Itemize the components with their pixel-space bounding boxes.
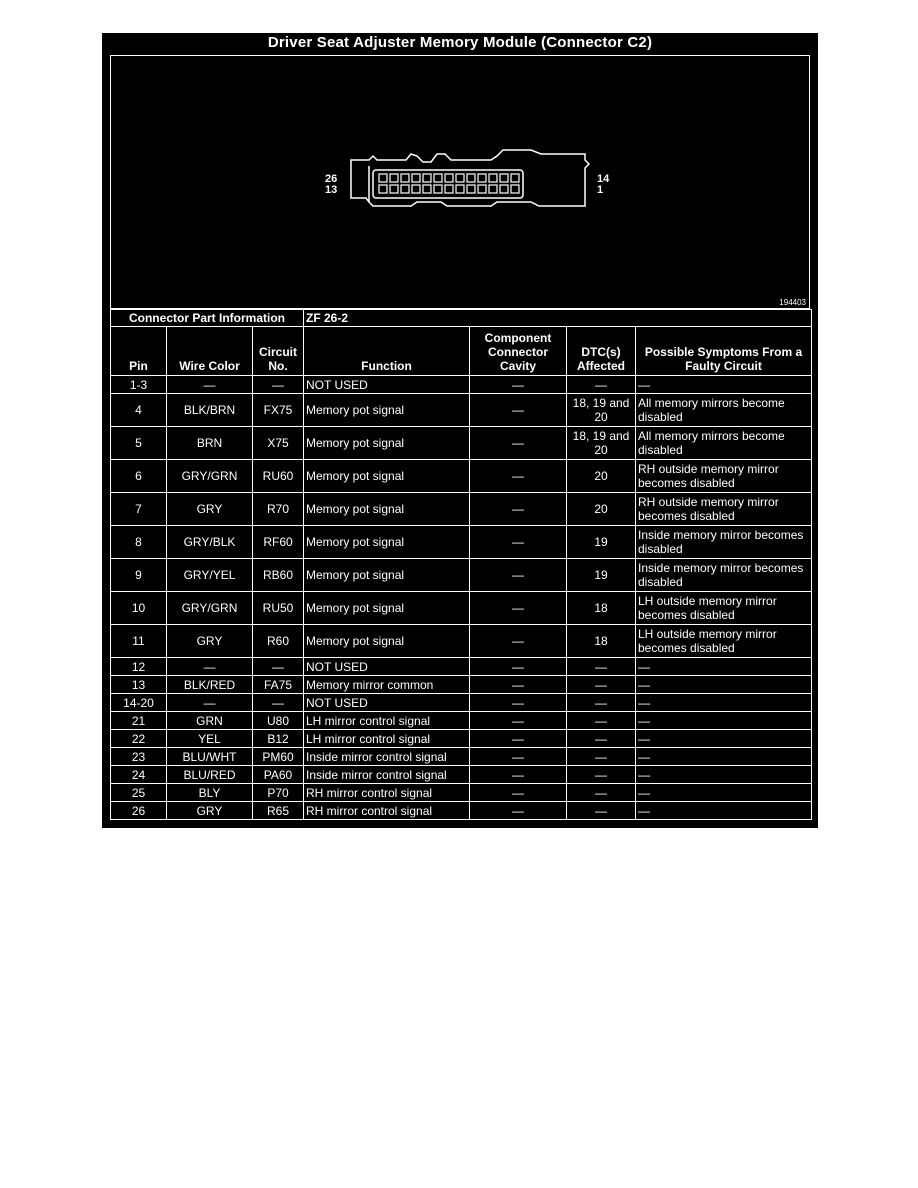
circuit-cell: — <box>253 376 304 394</box>
connector-pinout-table <box>110 309 812 820</box>
dtc-cell: — <box>567 676 636 694</box>
pin-label-26: 26 <box>325 173 338 185</box>
wire-color-cell: GRY <box>167 625 253 658</box>
wire-color-cell: GRY/GRN <box>167 460 253 493</box>
cavity-cell: — <box>470 376 567 394</box>
dtc-cell: 19 <box>567 559 636 592</box>
cavity-cell: — <box>470 748 567 766</box>
connector-face-illustration <box>111 56 809 308</box>
pin-cavity <box>445 185 453 193</box>
pin-cell: 22 <box>111 730 167 748</box>
dtc-cell: — <box>567 802 636 820</box>
circuit-cell: P70 <box>253 784 304 802</box>
table-row <box>111 376 812 394</box>
symptom-cell: LH outside memory mirror becomes disabled <box>636 592 812 625</box>
symptom-cell: — <box>636 376 812 394</box>
cavity-cell: — <box>470 802 567 820</box>
wire-color-cell: BLU/RED <box>167 766 253 784</box>
pin-cavity <box>456 185 464 193</box>
table-row <box>111 394 812 427</box>
wire-color-cell: BRN <box>167 427 253 460</box>
pin-cavity <box>489 185 497 193</box>
function-cell: Memory mirror common <box>304 676 470 694</box>
cavity-cell: — <box>470 526 567 559</box>
pinout-rows <box>111 376 812 820</box>
pin-cavity <box>423 185 431 193</box>
symptom-cell: — <box>636 766 812 784</box>
header-function: Function <box>304 327 470 376</box>
function-cell: Memory pot signal <box>304 427 470 460</box>
pin-cavity <box>423 174 431 182</box>
pin-cell: 9 <box>111 559 167 592</box>
cavity-cell: — <box>470 712 567 730</box>
wire-color-cell: YEL <box>167 730 253 748</box>
wire-color-cell: GRY/GRN <box>167 592 253 625</box>
pin-label-13: 13 <box>325 184 338 196</box>
symptom-cell: — <box>636 730 812 748</box>
cavity-cell: — <box>470 676 567 694</box>
function-cell: Inside mirror control signal <box>304 748 470 766</box>
function-cell: RH mirror control signal <box>304 784 470 802</box>
function-cell: Memory pot signal <box>304 493 470 526</box>
pin-cavity <box>434 174 442 182</box>
symptom-cell: Inside memory mirror becomes disabled <box>636 526 812 559</box>
pin-cavity <box>511 174 519 182</box>
function-cell: Memory pot signal <box>304 394 470 427</box>
cavity-cell: — <box>470 766 567 784</box>
pin-cell: 12 <box>111 658 167 676</box>
wire-color-cell: GRY/YEL <box>167 559 253 592</box>
table-row <box>111 625 812 658</box>
pin-cavity <box>390 174 398 182</box>
pin-cell: 25 <box>111 784 167 802</box>
dtc-cell: — <box>567 712 636 730</box>
dtc-cell: — <box>567 748 636 766</box>
circuit-cell: — <box>253 658 304 676</box>
circuit-cell: X75 <box>253 427 304 460</box>
pin-cavity <box>445 174 453 182</box>
cavity-cell: — <box>470 592 567 625</box>
cavity-cell: — <box>470 658 567 676</box>
function-cell: LH mirror control signal <box>304 712 470 730</box>
dtc-cell: 19 <box>567 526 636 559</box>
symptom-cell: All memory mirrors become disabled <box>636 427 812 460</box>
symptom-cell: — <box>636 802 812 820</box>
symptom-cell: — <box>636 658 812 676</box>
pin-cell: 21 <box>111 712 167 730</box>
pin-cell: 5 <box>111 427 167 460</box>
part-info-label: Connector Part Information <box>111 310 304 327</box>
pin-cavity <box>467 174 475 182</box>
cavity-cell: — <box>470 730 567 748</box>
dtc-cell: — <box>567 730 636 748</box>
circuit-cell: RF60 <box>253 526 304 559</box>
part-info-row <box>111 310 812 327</box>
dtc-cell: 20 <box>567 460 636 493</box>
symptom-cell: All memory mirrors become disabled <box>636 394 812 427</box>
pin-cavity <box>478 174 486 182</box>
function-cell: Memory pot signal <box>304 526 470 559</box>
dtc-cell: 18, 19 and 20 <box>567 427 636 460</box>
cavity-cell: — <box>470 625 567 658</box>
pin-cell: 13 <box>111 676 167 694</box>
pin-cell: 7 <box>111 493 167 526</box>
symptom-cell: RH outside memory mirror becomes disabled <box>636 460 812 493</box>
function-cell: Inside mirror control signal <box>304 766 470 784</box>
pin-cavity <box>500 185 508 193</box>
table-row <box>111 766 812 784</box>
table-row <box>111 712 812 730</box>
pin-cell: 11 <box>111 625 167 658</box>
cavity-cell: — <box>470 394 567 427</box>
circuit-cell: RB60 <box>253 559 304 592</box>
table-row <box>111 592 812 625</box>
wire-color-cell: GRY <box>167 493 253 526</box>
pin-cavity <box>467 185 475 193</box>
table-row <box>111 658 812 676</box>
table-row <box>111 460 812 493</box>
pin-cell: 24 <box>111 766 167 784</box>
dtc-cell: — <box>567 694 636 712</box>
circuit-cell: R70 <box>253 493 304 526</box>
table-row <box>111 427 812 460</box>
pin-label-14: 14 <box>597 173 610 185</box>
cavity-cell: — <box>470 694 567 712</box>
circuit-cell: FX75 <box>253 394 304 427</box>
cavity-cell: — <box>470 493 567 526</box>
dtc-cell: 18, 19 and 20 <box>567 394 636 427</box>
symptom-cell: RH outside memory mirror becomes disabled <box>636 493 812 526</box>
wire-color-cell: BLK/RED <box>167 676 253 694</box>
table-header-row <box>111 327 812 376</box>
table-row <box>111 526 812 559</box>
circuit-cell: U80 <box>253 712 304 730</box>
function-cell: RH mirror control signal <box>304 802 470 820</box>
pin-cavity <box>390 185 398 193</box>
pin-cavity <box>478 185 486 193</box>
table-row <box>111 730 812 748</box>
symptom-cell: — <box>636 784 812 802</box>
cavity-cell: — <box>470 427 567 460</box>
function-cell: Memory pot signal <box>304 625 470 658</box>
circuit-cell: RU60 <box>253 460 304 493</box>
pin-cell: 4 <box>111 394 167 427</box>
dtc-cell: — <box>567 376 636 394</box>
table-row <box>111 748 812 766</box>
table-row <box>111 784 812 802</box>
connector-sheet <box>102 33 818 828</box>
dtc-cell: — <box>567 658 636 676</box>
figure-reference-number: 194403 <box>779 298 806 307</box>
dtc-cell: 18 <box>567 625 636 658</box>
pin-cavity <box>412 174 420 182</box>
function-cell: NOT USED <box>304 694 470 712</box>
wire-color-cell: BLK/BRN <box>167 394 253 427</box>
pin-cell: 10 <box>111 592 167 625</box>
part-info-value: ZF 26-2 <box>304 310 812 327</box>
table-row <box>111 559 812 592</box>
pin-cavity <box>500 174 508 182</box>
cavity-cell: — <box>470 559 567 592</box>
pin-cavity <box>379 174 387 182</box>
table-row <box>111 694 812 712</box>
pin-cavity <box>489 174 497 182</box>
wire-color-cell: GRY <box>167 802 253 820</box>
symptom-cell: Inside memory mirror becomes disabled <box>636 559 812 592</box>
pin-cell: 1-3 <box>111 376 167 394</box>
symptom-cell: — <box>636 676 812 694</box>
header-pin: Pin <box>111 327 167 376</box>
header-symptoms: Possible Symptoms From a Faulty Circuit <box>636 327 812 376</box>
function-cell: Memory pot signal <box>304 592 470 625</box>
cavity-cell: — <box>470 460 567 493</box>
symptom-cell: LH outside memory mirror becomes disabled <box>636 625 812 658</box>
wire-color-cell: GRN <box>167 712 253 730</box>
pin-label-1: 1 <box>597 184 604 196</box>
circuit-cell: PA60 <box>253 766 304 784</box>
table-row <box>111 802 812 820</box>
table-row <box>111 676 812 694</box>
header-circuit-no: Circuit No. <box>253 327 304 376</box>
pin-cavity <box>379 185 387 193</box>
circuit-cell: R65 <box>253 802 304 820</box>
pin-cell: 6 <box>111 460 167 493</box>
pin-cavity <box>412 185 420 193</box>
symptom-cell: — <box>636 748 812 766</box>
symptom-cell: — <box>636 712 812 730</box>
circuit-cell: FA75 <box>253 676 304 694</box>
dtc-cell: — <box>567 766 636 784</box>
function-cell: Memory pot signal <box>304 559 470 592</box>
cavity-cell: — <box>470 784 567 802</box>
circuit-cell: RU50 <box>253 592 304 625</box>
dtc-cell: — <box>567 784 636 802</box>
table-row <box>111 493 812 526</box>
wire-color-cell: BLU/WHT <box>167 748 253 766</box>
pin-cell: 26 <box>111 802 167 820</box>
wire-color-cell: — <box>167 658 253 676</box>
pin-cavity <box>511 185 519 193</box>
pin-cavity <box>401 185 409 193</box>
dtc-cell: 18 <box>567 592 636 625</box>
header-wire-color: Wire Color <box>167 327 253 376</box>
function-cell: Memory pot signal <box>304 460 470 493</box>
dtc-cell: 20 <box>567 493 636 526</box>
wire-color-cell: — <box>167 376 253 394</box>
pin-cavity <box>456 174 464 182</box>
circuit-cell: — <box>253 694 304 712</box>
page-title: Driver Seat Adjuster Memory Module (Connector C2) <box>267 34 653 51</box>
circuit-cell: B12 <box>253 730 304 748</box>
function-cell: NOT USED <box>304 376 470 394</box>
circuit-cell: R60 <box>253 625 304 658</box>
pin-cavity <box>434 185 442 193</box>
wire-color-cell: GRY/BLK <box>167 526 253 559</box>
symptom-cell: — <box>636 694 812 712</box>
header-connector-cavity: Component Connector Cavity <box>470 327 567 376</box>
circuit-cell: PM60 <box>253 748 304 766</box>
header-dtc: DTC(s) Affected <box>567 327 636 376</box>
function-cell: LH mirror control signal <box>304 730 470 748</box>
pin-cell: 23 <box>111 748 167 766</box>
pin-cell: 14-20 <box>111 694 167 712</box>
pin-cell: 8 <box>111 526 167 559</box>
connector-diagram <box>110 55 810 309</box>
pin-cavity <box>401 174 409 182</box>
wire-color-cell: BLY <box>167 784 253 802</box>
wire-color-cell: — <box>167 694 253 712</box>
function-cell: NOT USED <box>304 658 470 676</box>
